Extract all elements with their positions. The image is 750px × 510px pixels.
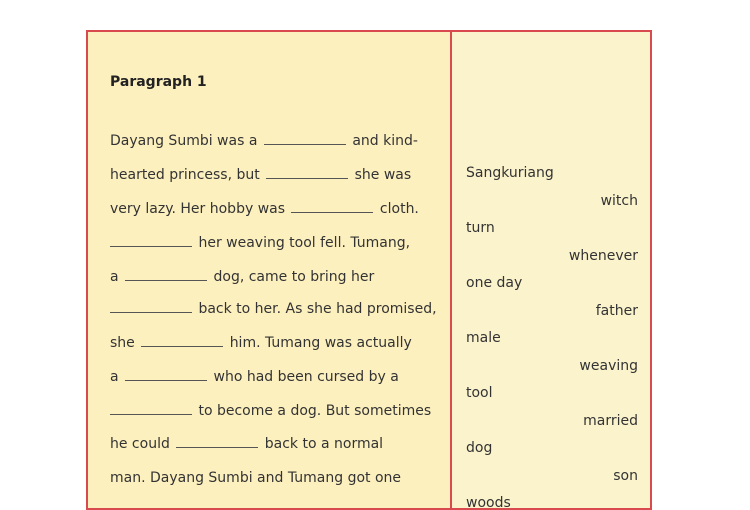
blank-9[interactable]	[110, 402, 192, 415]
exercise-sheet	[86, 30, 652, 510]
word-bank-item: son	[613, 468, 638, 484]
line-text-end: back to her. As she had promised,	[198, 301, 437, 317]
word-bank-item: father	[595, 303, 638, 319]
line-text-start: a	[110, 269, 119, 285]
line-text-start: a	[110, 369, 119, 385]
word-bank-item: woods	[466, 495, 511, 508]
word-bank-panel	[452, 32, 650, 508]
text-line-11	[110, 469, 401, 487]
text-line-5	[110, 268, 374, 286]
word-bank-item: witch	[600, 193, 638, 209]
line-text-end: who had been cursed by a	[213, 369, 399, 385]
word-bank-item: weaving	[579, 358, 638, 374]
blank-7[interactable]	[141, 334, 223, 347]
line-text-start: man. Dayang Sumbi and Tumang got one	[110, 470, 402, 486]
blank-6[interactable]	[110, 300, 192, 313]
line-text-start: very lazy. Her hobby was	[110, 201, 286, 217]
word-bank-item: married	[583, 413, 638, 429]
word-bank-item: whenever	[568, 248, 638, 264]
line-text-start: she	[110, 335, 135, 351]
word-bank-item: one day	[466, 275, 523, 291]
text-line-8	[110, 368, 399, 386]
line-text-end: to become a dog. But sometimes	[198, 403, 432, 419]
line-text-end: dog, came to bring her	[213, 269, 375, 285]
text-line-2	[110, 166, 411, 184]
text-line-4	[110, 234, 410, 252]
line-text-start: hearted princess, but	[110, 167, 260, 183]
line-text-start: Dayang Sumbi was a	[110, 133, 258, 149]
blank-10[interactable]	[176, 435, 258, 448]
word-bank-item: turn	[466, 220, 495, 236]
line-text-end: him. Tumang was actually	[229, 335, 412, 351]
text-line-3	[110, 200, 419, 218]
blank-2[interactable]	[266, 166, 348, 179]
text-line-7	[110, 334, 412, 352]
blank-5[interactable]	[125, 268, 207, 281]
word-bank-item: tool	[466, 385, 493, 401]
paragraph-panel	[88, 32, 452, 508]
blank-8[interactable]	[125, 368, 207, 381]
blank-3[interactable]	[291, 200, 373, 213]
line-text-end: her weaving tool fell. Tumang,	[198, 235, 411, 251]
text-line-10	[110, 435, 383, 453]
blank-4[interactable]	[110, 234, 192, 247]
text-line-1	[110, 132, 418, 150]
line-text-end: and kind-	[352, 133, 418, 149]
line-text-start: he could	[110, 436, 170, 452]
word-bank-item: dog	[466, 440, 493, 456]
paragraph-heading: Paragraph 1	[110, 74, 207, 90]
blank-1[interactable]	[264, 132, 346, 145]
word-bank-item: male	[466, 330, 501, 346]
word-bank-item: Sangkuriang	[466, 165, 554, 181]
line-text-end: she was	[354, 167, 412, 183]
text-line-6	[110, 300, 437, 318]
line-text-end: cloth.	[379, 201, 419, 217]
text-line-9	[110, 402, 431, 420]
line-text-end: back to a normal	[264, 436, 384, 452]
